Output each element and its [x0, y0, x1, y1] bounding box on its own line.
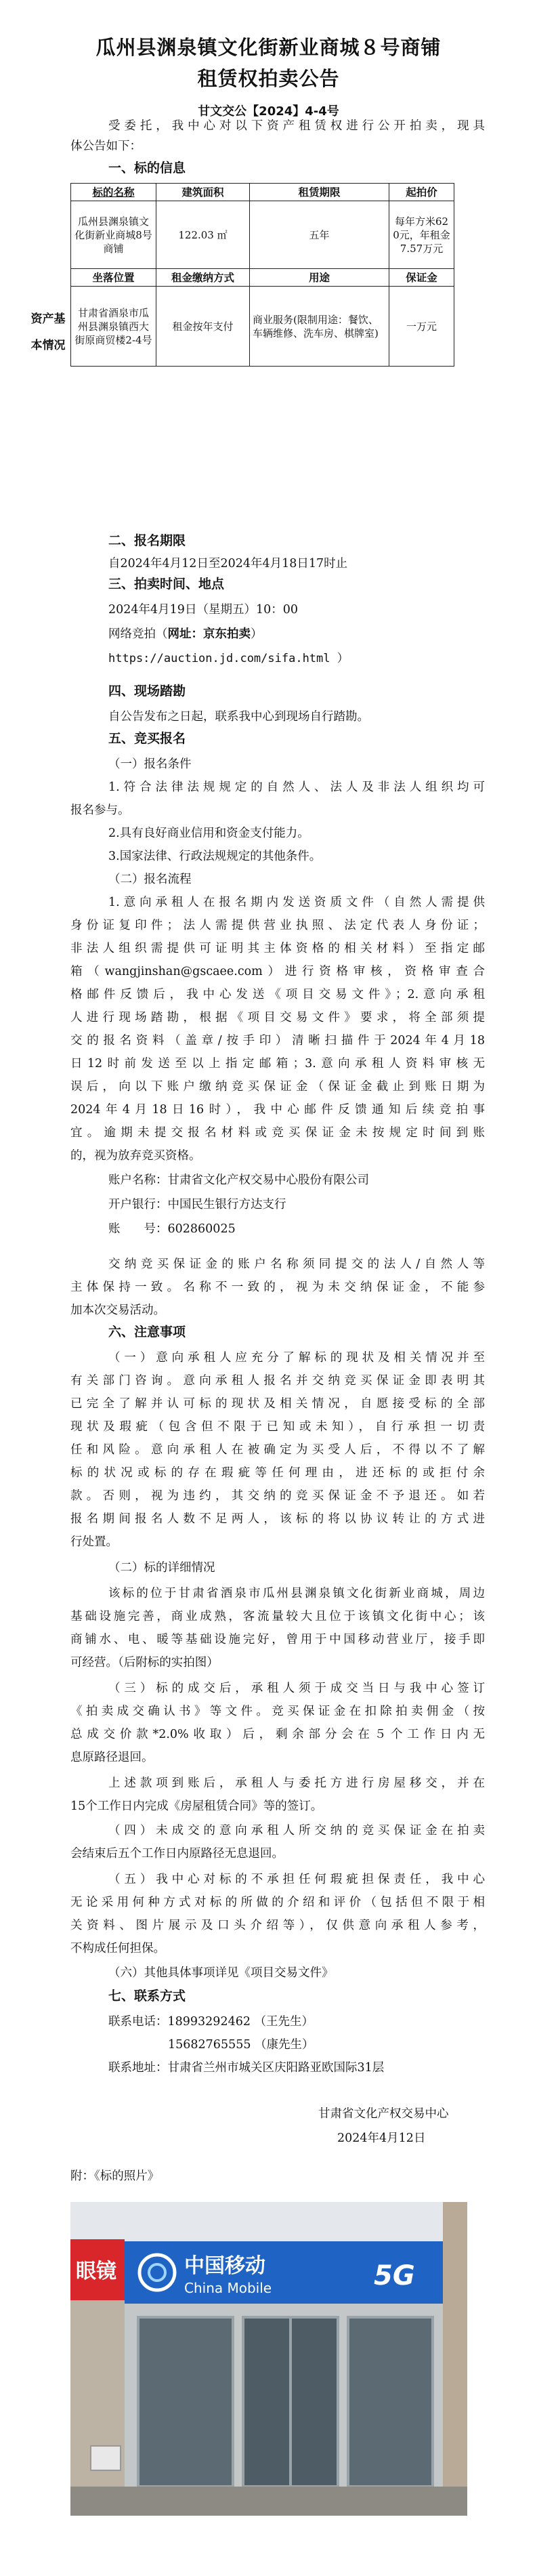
- footer-date: 2024年4月12日: [337, 2132, 426, 2145]
- brand-english: China Mobile: [184, 2280, 272, 2296]
- notice-5-line: （五）我中心对标的不承担任何瑕疵担保责任，我中心: [108, 1873, 485, 1886]
- left-window: [138, 2317, 233, 2487]
- section-2-heading: 二、报名期限: [108, 533, 186, 548]
- section-1-heading: 一、标的信息: [108, 161, 186, 175]
- section-3-heading: 三、拍卖时间、地点: [108, 577, 225, 591]
- cell-term: 五年: [250, 201, 389, 269]
- notice-1-line: 任和风险。意向承租人在被确定为买受人后，不得以不了解: [70, 1443, 485, 1457]
- process-line: 2024年4月18日16时），我中心邮件反馈通知后续竞拍事: [70, 1103, 485, 1117]
- left-sign-text: 眼镜: [76, 2260, 116, 2283]
- notice-1-line: 行处置。: [70, 1535, 118, 1549]
- cell-deposit: 一万元: [389, 287, 454, 367]
- notice-3-line: 息原路径退回。: [70, 1751, 154, 1764]
- details-line: 基础设施完善，商业成熟，客流量较大且位于该镇文化街中心；该: [70, 1610, 485, 1623]
- asset-side-label: 资产基 本情况: [30, 312, 66, 352]
- deposit-note-line: 主体保持一致。名称不一致的，视为未交纳保证金，不能参: [70, 1281, 485, 1294]
- condition-3: 3.国家法律、行政法规规定的其他条件。: [108, 850, 322, 863]
- registration-period: 自2024年4月12日至2024年4月18日17时止: [108, 557, 348, 570]
- condition-1-line-2: 报名参与。: [70, 804, 130, 817]
- cell-area: 122.03 ㎡: [156, 201, 250, 269]
- notice-1-line: 报名期间报名人数不足两人，该标的将以协议转让的方式进: [70, 1512, 485, 1526]
- intro-line-2: 体公告如下：: [70, 140, 142, 153]
- header-area: 建筑面积: [156, 184, 250, 201]
- header-name: 标的名称: [71, 184, 156, 201]
- notice-1-line: （一）意向承租人应充分了解标的现状及相关情况并至: [108, 1351, 485, 1365]
- title-line-1: 瓜州县渊泉镇文化街新业商城８号商铺: [95, 36, 442, 59]
- process-line: 箱（wangjinshan@gscaee.com）进行资格审核，资格审查合: [70, 965, 485, 978]
- process-line: 交的报名资料（盖章/按手印）清晰扫描件于2024年4月18: [70, 1034, 485, 1047]
- storefront-illustration: [70, 2202, 467, 2516]
- condition-2: 2.具有良好商业信用和资金支付能力。: [108, 827, 309, 840]
- notice-4-line: （四）未成交的意向承租人所交纳的竞买保证金在拍卖: [108, 1824, 485, 1837]
- intro-line-1: 受委托，我中心对以下资产租赁权进行公开拍卖，现具: [108, 119, 485, 133]
- asset-table: [70, 183, 454, 367]
- site-visit-text: 自公告发布之日起，联系我中心到现场自行踏勘。: [108, 710, 369, 724]
- details-line: 该标的位于甘肃省酒泉市瓜州县渊泉镇文化街新业商城，周边: [108, 1587, 485, 1600]
- process-line: 身份证复印件；法人需提供营业执照、法定代表人身份证；: [70, 919, 485, 932]
- contact-phone-2: 15682765555 （康先生）: [168, 2038, 314, 2052]
- right-window: [348, 2317, 433, 2487]
- badge-5g: 5G: [374, 2260, 415, 2291]
- header-location: 坐落位置: [71, 269, 156, 287]
- account-name: 账户名称：甘肃省文化产权交易中心股份有限公司: [108, 1173, 369, 1187]
- notice-5-line: 无论采用何种方式对标的所做的介绍和评价（包括但不限于相: [70, 1896, 485, 1909]
- process-line: 宜。逾期未提交报名材料或竞买保证金未按规定时间到账: [70, 1126, 485, 1140]
- notice-6: （六）其他具体事项详见《项目交易文件》: [108, 1966, 334, 1980]
- header-term: 租赁期限: [250, 184, 389, 201]
- document-number: 甘文交公【2024】4-4号: [198, 104, 339, 119]
- notice-1-line: 标的状况或标的存在瑕疵等任何理由，进还标的或拒付余: [70, 1466, 485, 1480]
- details-line: 商铺水、电、暖等基础设施完好，曾用于中国移动营业厅，接手即: [70, 1633, 485, 1646]
- section-7-heading: 七、联系方式: [108, 1989, 186, 2003]
- process-subheading: （二）报名流程: [108, 873, 192, 886]
- storefront-photo: [70, 2202, 467, 2516]
- account-number: 账 号：602860025: [108, 1222, 236, 1236]
- details-subheading: （二）标的详细情况: [108, 1561, 215, 1575]
- deposit-note-line: 交纳竞买保证金的账户名称须同提交的法人/自然人等: [108, 1258, 485, 1271]
- process-line: 非法人组织需提供可证明其主体资格的相关材料）至指定邮: [70, 942, 485, 955]
- title-line-2: 租赁权拍卖公告: [197, 67, 340, 90]
- header-deposit: 保证金: [389, 269, 454, 287]
- notice-1-line: 款。否则，视为违约，其交纳的竞买保证金不予退还。如若: [70, 1489, 485, 1503]
- attachment-label: 附：《标的照片》: [70, 2169, 160, 2183]
- notice-4-line: 会结束后五个工作日内原路径无息退回。: [70, 1847, 284, 1861]
- brand-chinese: 中国移动: [184, 2254, 265, 2278]
- notice-3-line: 《拍卖成交确认书》等文件。竞买保证金在扣除拍卖佣金（按: [70, 1705, 485, 1718]
- cell-payment: 租金按年支付: [156, 287, 250, 367]
- contact-phone-1: 联系电话：18993292462 （王先生）: [108, 2015, 314, 2029]
- notice-1-line: 已完全了解并认可标的现状及相关情况，自愿接受标的全部: [70, 1397, 485, 1411]
- footer-organization: 甘肃省文化产权交易中心: [318, 2107, 449, 2121]
- process-line: 误后，向以下账户缴纳竞买保证金（保证金截止到账日期为: [70, 1080, 485, 1094]
- notice-3-line: （三）标的成交后，承租人须于成交当日与我中心签订: [108, 1682, 485, 1695]
- account-bank: 开户银行：中国民生银行方达支行: [108, 1198, 286, 1211]
- notice-3-line: 总成交价款*2.0%收取）后，剩余部分会在５个工作日内无: [70, 1728, 485, 1741]
- contact-address: 联系地址：甘肃省兰州市城关区庆阳路亚欧国际31层: [108, 2061, 385, 2075]
- handover-line: 上述款项到账后，承租人与委托方进行房屋移交，并在: [108, 1777, 485, 1790]
- cell-use: 商业服务(限制用途：餐饮、车辆维修、洗车房、棋牌室): [250, 287, 389, 367]
- cell-name: 瓜州县渊泉镇文化街新业商城8号商铺: [71, 201, 156, 269]
- process-line: 1.意向承租人在报名期内发送资质文件（自然人需提供: [108, 896, 485, 909]
- deposit-note-line: 加本次交易活动。: [70, 1304, 165, 1317]
- auction-time: 2024年4月19日（星期五）10：00: [108, 603, 298, 617]
- notice-5-line: 关资料、图片展示及口头介绍等），仅供意向承租人参考，: [70, 1919, 485, 1932]
- cell-price: 每年方米620元，年租金7.57万元: [389, 201, 454, 269]
- condition-1-line-1: 1.符合法律法规规定的自然人、法人及非法人组织均可: [108, 781, 485, 794]
- section-4-heading: 四、现场踏勘: [108, 684, 186, 699]
- process-line: 日12时前发送至以上指定邮箱；3.意向承租人资料审核无: [70, 1057, 485, 1071]
- cell-location: 甘肃省酒泉市瓜州县渊泉镇西大街原商贸楼2-4号: [71, 287, 156, 367]
- notice-5-line: 不构成任何担保。: [70, 1942, 165, 1955]
- notice-1-line: 有关部门咨询。意向承租人报名并交纳竞买保证金即表明其: [70, 1374, 485, 1388]
- conditions-subheading: （一）报名条件: [108, 757, 192, 771]
- header-payment: 租金缴纳方式: [156, 269, 250, 287]
- auction-url-link[interactable]: https://auction.jd.com/sifa.html ）: [108, 652, 349, 665]
- ac-unit: [91, 2446, 121, 2470]
- process-line: 人进行现场踏勘，根据《项目交易文件》要求，将全部须提: [70, 1011, 485, 1024]
- section-6-heading: 六、注意事项: [108, 1325, 186, 1339]
- handover-line: 15个工作日内完成《房屋租赁合同》等的签订。: [70, 1800, 323, 1813]
- auction-venue: 网络竞拍（网址：京东拍卖）: [108, 627, 263, 641]
- process-line: 的，视为放弃竞买资格。: [70, 1149, 201, 1163]
- header-price: 起拍价: [389, 184, 454, 201]
- section-5-heading: 五、竞买报名: [108, 731, 186, 746]
- header-use: 用途: [250, 269, 389, 287]
- notice-1-line: 现状及瑕疵（包含但不限于已知或未知），自行承担一切责: [70, 1420, 485, 1434]
- details-line: 可经营。（后附标的实拍图）: [70, 1656, 219, 1669]
- process-line: 格邮件反馈后，我中心发送《项目交易文件》；2.意向承租: [70, 988, 485, 1001]
